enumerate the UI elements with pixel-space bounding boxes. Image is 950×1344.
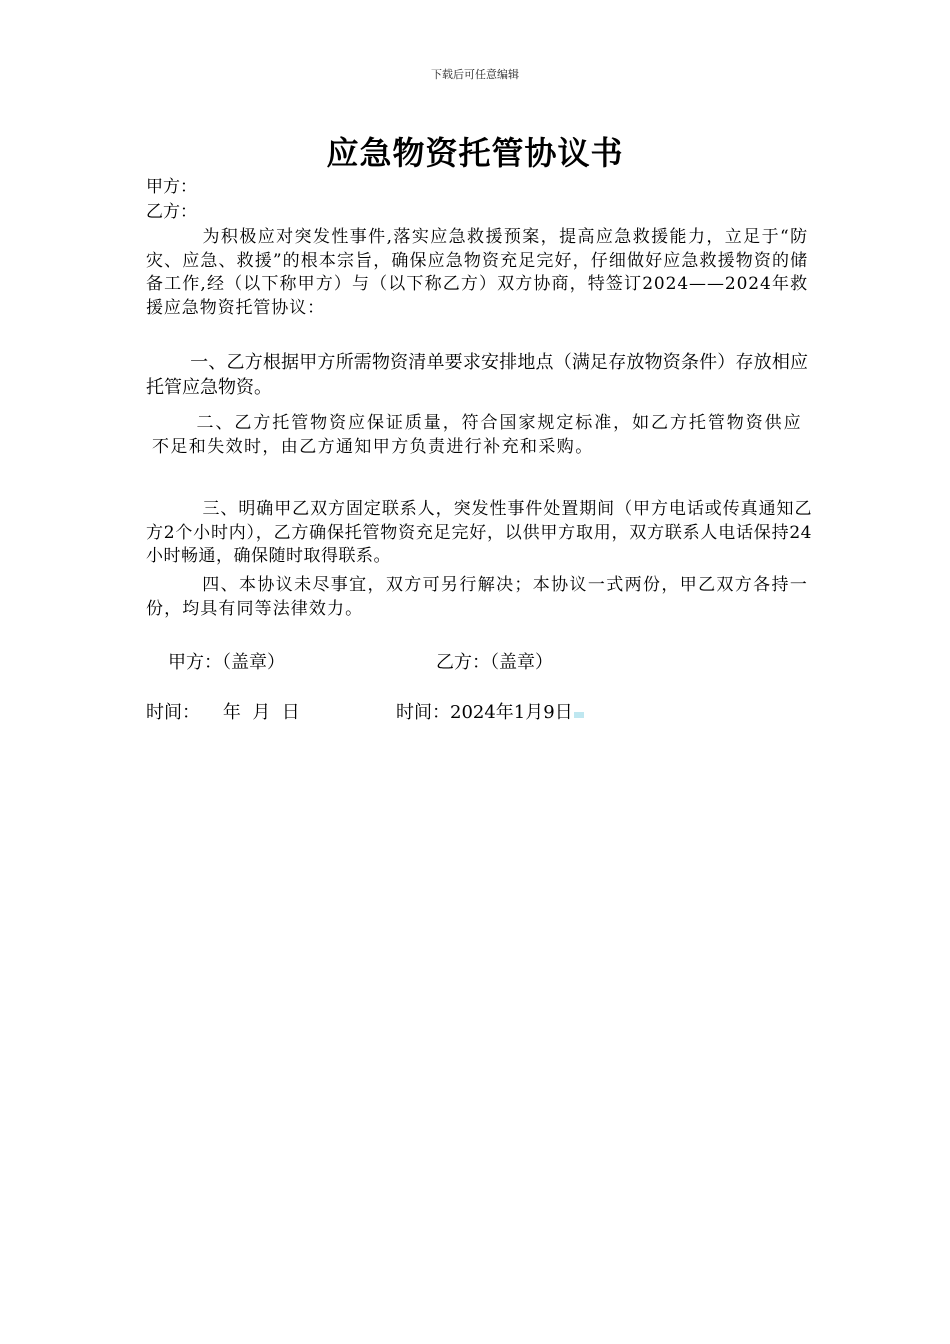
- party-a-label: 甲方：: [146, 177, 197, 197]
- intro-paragraph: [146, 226, 808, 320]
- party-b-date-wrap: [396, 698, 584, 724]
- party-b-seal: 乙方：（盖章）: [436, 652, 553, 673]
- clause-1: [146, 350, 808, 400]
- clause-4-text: 四、本协议未尽事宜，双方可另行解决；本协议一式两份，甲乙双方各持一份，均具有同等法律效力。: [146, 575, 808, 619]
- clause-2-text: 二、乙方托管物资应保证质量，符合国家规定标准，如乙方托管物资供应不足和失效时，由乙方通知甲方负责进行补充和采购。: [152, 413, 802, 457]
- clause-4: [146, 574, 808, 621]
- clause-1-text: 一、乙方根据甲方所需物资清单要求安排地点（满足存放物资条件）存放相应托管应急物资。: [146, 352, 808, 398]
- text-cursor-mark: [574, 712, 584, 718]
- intro-text: 为积极应对突发性事件,落实应急救援预案，提高应急救援能力，立足于“防灾、应急、救援”的根本宗旨，确保应急物资充足完好，仔细做好应急救援物资的储备工作,经（以下称甲方）与（以下称乙方）双方协商，特签订2024——2024年救援应急物资托管协议：: [146, 227, 808, 318]
- header-note: 下载后可任意编辑: [431, 68, 519, 81]
- clause-2: [152, 412, 802, 459]
- party-b-label: 乙方：: [146, 202, 197, 222]
- party-b-date: 时间：2024年1月9日: [396, 702, 573, 723]
- document-title: 应急物资托管协议书: [326, 134, 624, 172]
- clause-3-text: 三、明确甲乙双方固定联系人，突发性事件处置期间（甲方电话或传真通知乙方2个小时内），乙方确保托管物资充足完好，以供甲方取用，双方联系人电话保持24小时畅通，确保随时取得联系。: [146, 499, 812, 566]
- party-a-seal: 甲方：（盖章）: [168, 652, 285, 673]
- party-a-date: 时间： 年 月 日: [146, 702, 300, 723]
- clause-3: [146, 498, 812, 569]
